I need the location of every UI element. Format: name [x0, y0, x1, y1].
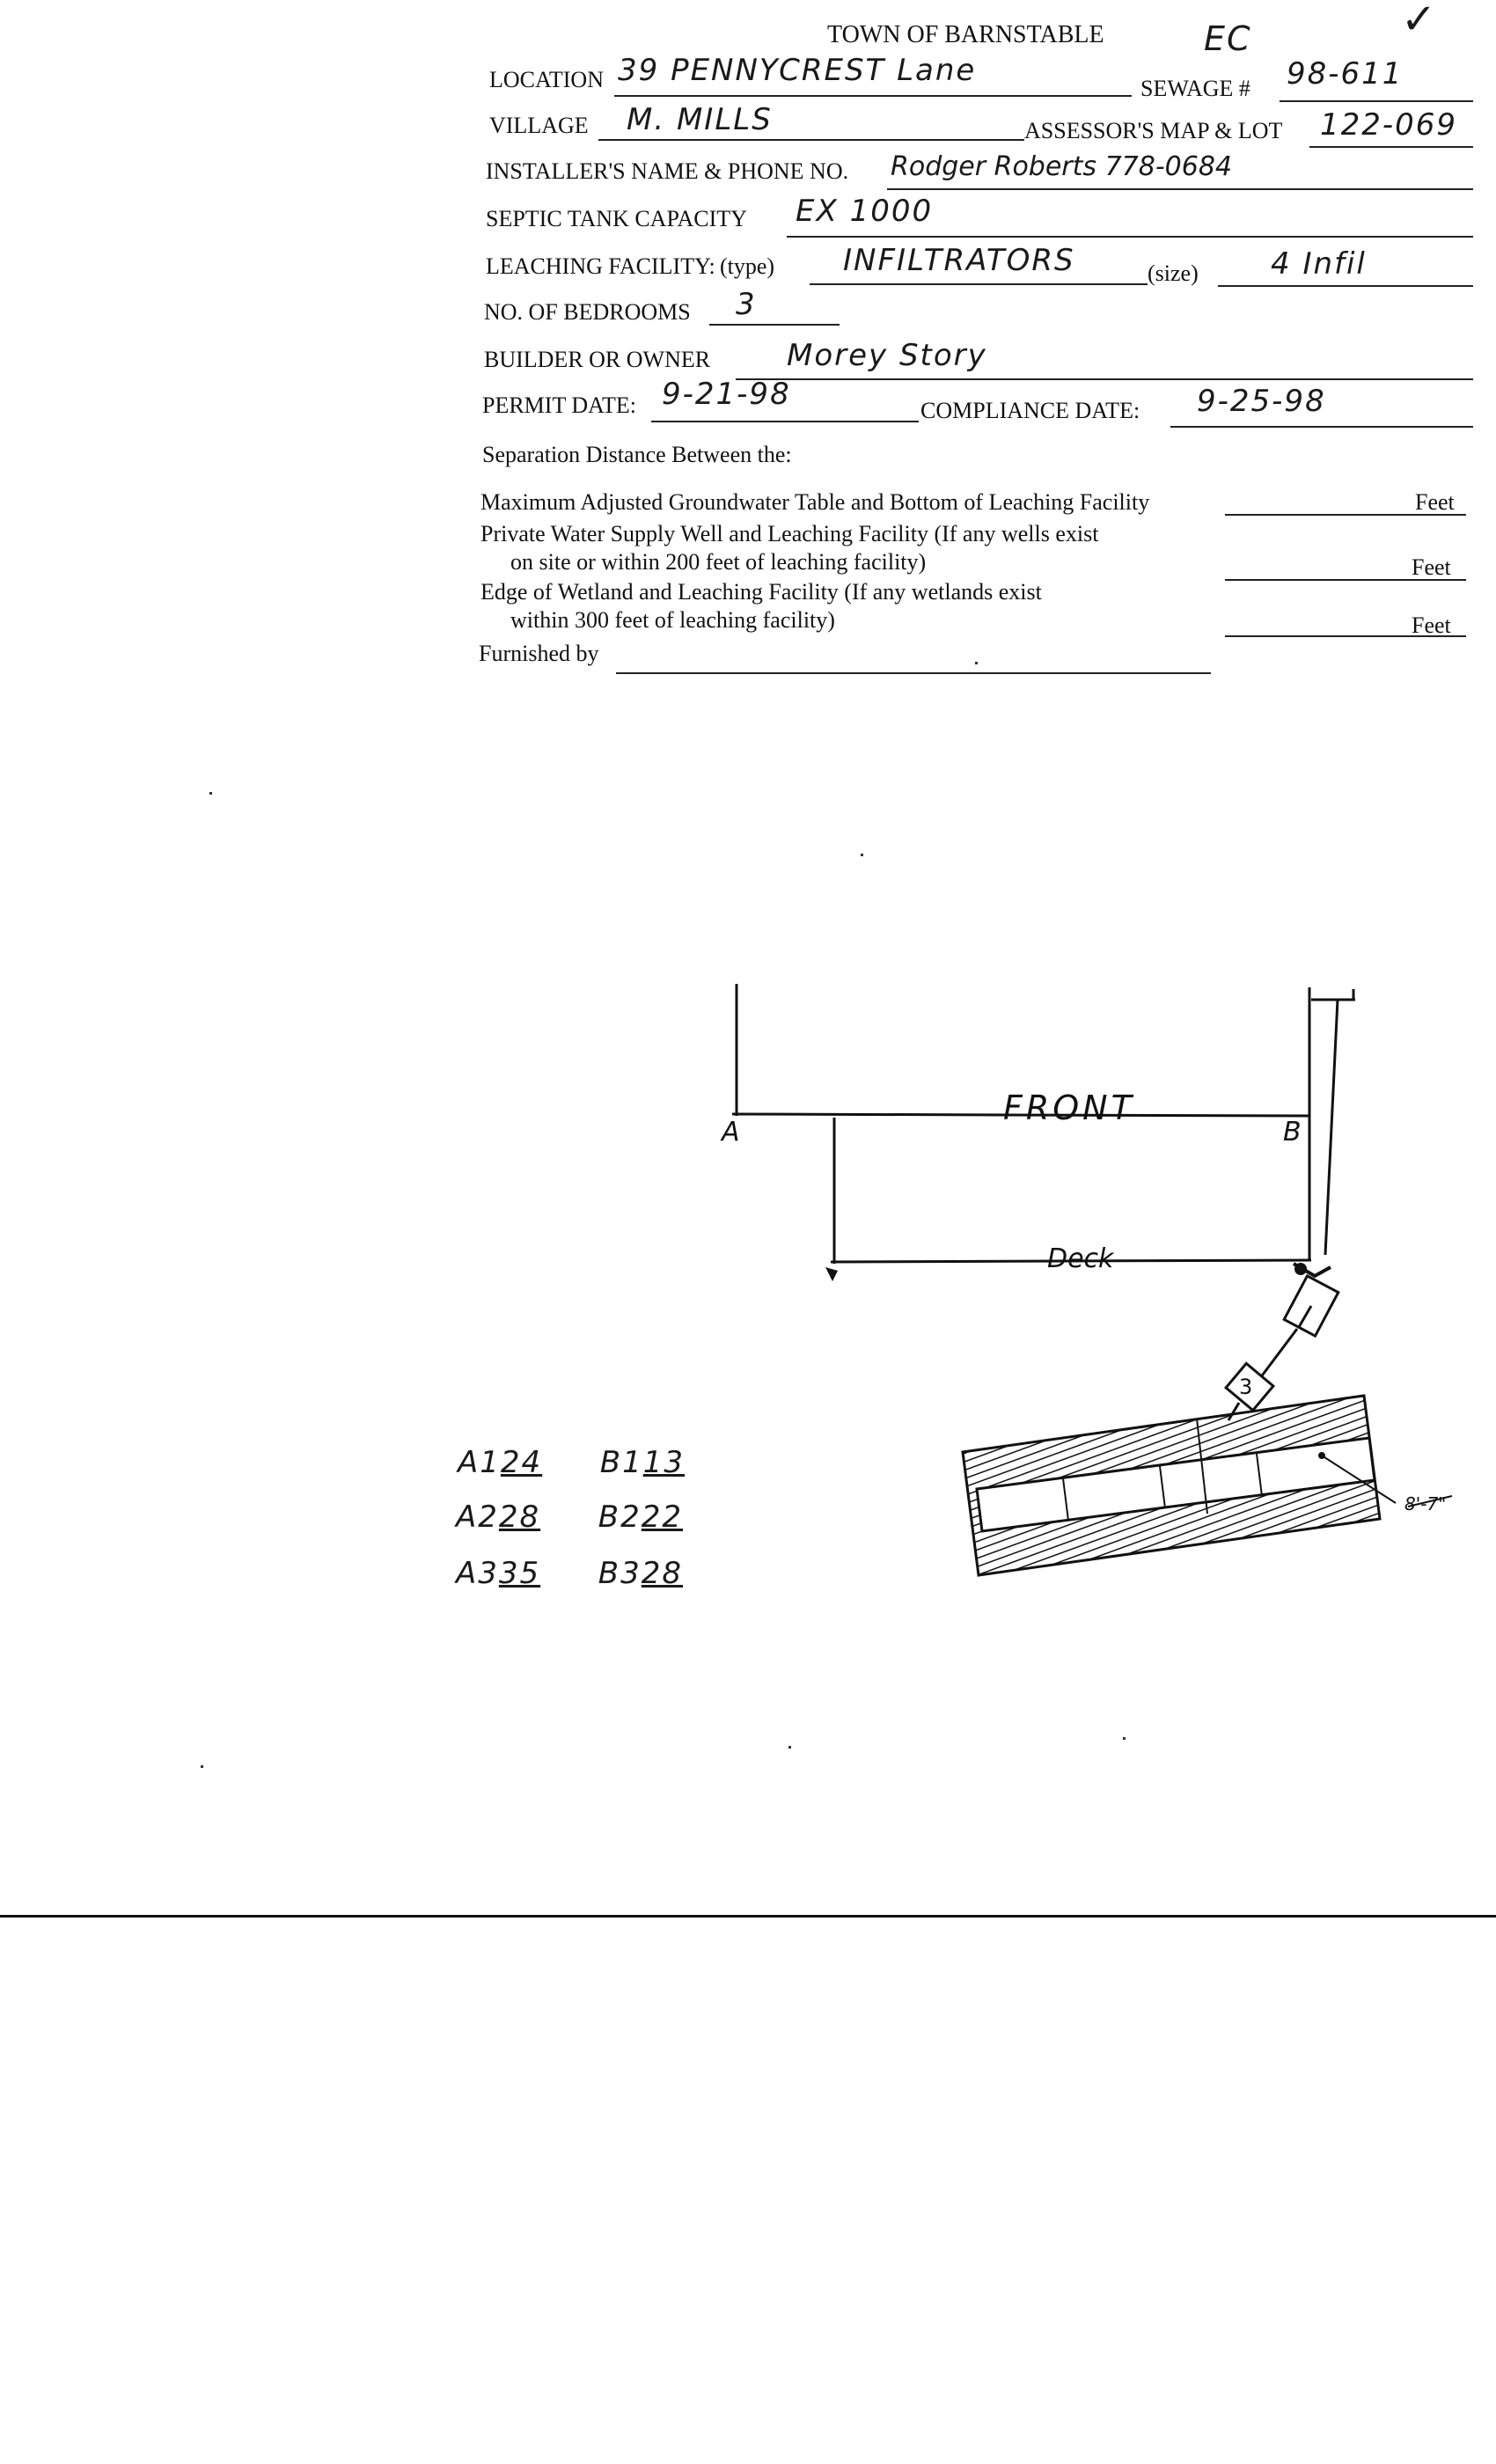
- location-value: 39 PENNYCREST Lane: [618, 53, 977, 88]
- assessor-label: ASSESSOR'S MAP & LOT: [1024, 118, 1283, 143]
- separation-row-2-text-2: on site or within 200 feet of leaching facility): [510, 549, 927, 575]
- tie-length-label: 8'-7": [1404, 1493, 1447, 1514]
- builder-label: BUILDER OR OWNER: [484, 347, 711, 372]
- permit-date-value: 9-21-98: [662, 377, 791, 412]
- corner-a-label: A: [722, 1117, 740, 1148]
- scan-speck: [975, 662, 978, 664]
- scan-speck: [201, 1765, 203, 1768]
- bedrooms-value: 3: [736, 287, 757, 322]
- location-label: LOCATION: [489, 67, 604, 92]
- compliance-date-label: COMPLIANCE DATE:: [920, 398, 1140, 423]
- reviewer-initials: EC: [1204, 19, 1252, 58]
- furnished-by-label: Furnished by: [479, 641, 599, 666]
- builder-value: Morey Story: [787, 338, 987, 373]
- assessor-value: 122-069: [1320, 107, 1458, 143]
- tie-b3-label: B3: [598, 1556, 642, 1591]
- separation-row-2-text: Private Water Supply Well and Leaching Facility (If any wells exist: [480, 521, 1099, 546]
- tie-b3-value: 28: [641, 1556, 684, 1591]
- tie-a3-value: 35: [498, 1556, 541, 1591]
- deck-outline: [831, 1118, 1311, 1264]
- tie-a1-value: 24: [500, 1445, 543, 1480]
- tank-number-label: 3: [1239, 1375, 1253, 1399]
- leaching-field: [963, 1396, 1380, 1575]
- tie-point: [1318, 1452, 1325, 1459]
- page-divider: [0, 1915, 1496, 1918]
- bedrooms-label: NO. OF BEDROOMS: [484, 299, 691, 325]
- tank-label: SEPTIC TANK CAPACITY: [486, 206, 747, 231]
- septic-tank-symbol: [1284, 1276, 1338, 1336]
- separation-heading: Separation Distance Between the:: [482, 442, 792, 467]
- permit-date-label: PERMIT DATE:: [482, 392, 637, 418]
- scan-speck: [861, 854, 863, 856]
- installer-value: Rodger Roberts 778-0684: [891, 151, 1233, 182]
- tie-a2-value: 28: [498, 1500, 541, 1535]
- leaching-size-label: (size): [1148, 260, 1199, 286]
- corner-b-label: B: [1283, 1117, 1302, 1148]
- village-value: M. MILLS: [627, 102, 773, 137]
- leaching-label: LEACHING FACILITY:: [486, 253, 715, 279]
- tie-a2-label: A2: [456, 1500, 499, 1535]
- front-label: FRONT: [1003, 1089, 1135, 1127]
- separation-row-1-text: Maximum Adjusted Groundwater Table and Bottom of Leaching Facility: [480, 489, 1150, 515]
- tie-b2-label: B2: [598, 1500, 642, 1535]
- scan-speck: [788, 1746, 791, 1749]
- tie-row-1: [458, 1445, 685, 1480]
- form-title: TOWN OF BARNSTABLE: [827, 21, 1104, 48]
- separation-row-3-unit: Feet: [1412, 612, 1451, 638]
- leaching-size-value: 4 Infil: [1271, 246, 1367, 282]
- tie-b1-label: B1: [599, 1445, 643, 1480]
- checkmark-icon: ✓: [1401, 0, 1439, 44]
- separation-row-1-unit: Feet: [1415, 489, 1455, 515]
- scan-speck: [1123, 1737, 1126, 1740]
- separation-row-3-text-2: within 300 feet of leaching facility): [510, 607, 835, 633]
- compliance-date-value: 9-25-98: [1197, 384, 1326, 419]
- scan-speck: [209, 792, 212, 795]
- separation-row-3-text: Edge of Wetland and Leaching Facility (If any wetlands exist: [480, 579, 1042, 605]
- installer-label: INSTALLER'S NAME & PHONE NO.: [486, 158, 849, 184]
- sewage-value: 98-611: [1287, 56, 1404, 92]
- tie-a3-label: A3: [456, 1556, 499, 1591]
- deck-corner-mark: [825, 1267, 838, 1281]
- tank-outlet-pipe: [1260, 1329, 1297, 1378]
- separation-row-2-unit: Feet: [1412, 554, 1451, 580]
- tie-b2-value: 22: [641, 1500, 684, 1535]
- village-label: VILLAGE: [489, 113, 589, 138]
- tie-b1-value: 13: [642, 1445, 686, 1480]
- deck-label: Deck: [1047, 1243, 1114, 1274]
- tie-row-2: [456, 1500, 683, 1535]
- tie-row-3: [456, 1556, 683, 1591]
- leaching-type-value: INFILTRATORS: [843, 243, 1075, 278]
- tank-value: EX 1000: [796, 194, 934, 229]
- leaching-type-label: (type): [720, 253, 775, 279]
- cleanout-mark: [1294, 1263, 1307, 1275]
- tie-a1-label: A1: [458, 1445, 501, 1480]
- sewage-label: SEWAGE #: [1140, 76, 1250, 101]
